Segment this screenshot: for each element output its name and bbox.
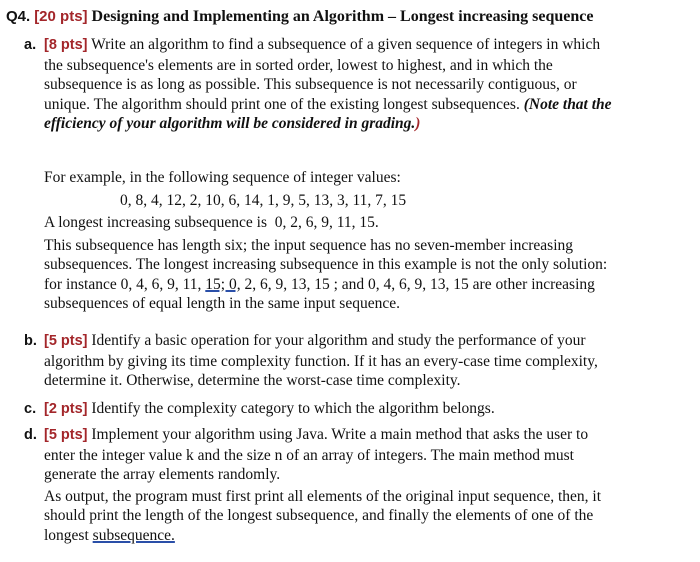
explanation-line-1: This subsequence has length six; the input sequence has no seven-member increasing bbox=[44, 236, 574, 254]
alternatives-line: for instance 0, 4, 6, 9, 11, 15; 0, 2, 6, 9, 13, 15 ; and 0, 4, 6, 9, 13, 15 are other increasing bbox=[44, 275, 595, 293]
item-a-line-4: unique. The algorithm should print one of the existing longest subsequences. (Note that the bbox=[44, 95, 612, 113]
item-b-body bbox=[44, 331, 682, 391]
item-b-line-3: determine it. Otherwise, determine the worst-case time complexity. bbox=[44, 372, 461, 389]
item-d-points: [5 pts] bbox=[44, 427, 88, 443]
explanation-line-2: subsequences. The longest increasing subsequence in this example is not the only solution: bbox=[44, 256, 608, 273]
item-d-line-3: generate the array elements randomly. bbox=[44, 466, 281, 483]
grading-note-end: efficiency of your algorithm will be considered in grading. bbox=[44, 115, 416, 132]
item-b-line-2: algorithm by giving its time complexity function. If it has an every-case time complexity, bbox=[44, 352, 598, 370]
grading-note-start: (Note that the bbox=[523, 95, 612, 113]
underlined-fragment: 15; 0, bbox=[205, 275, 241, 293]
item-d-line-2: enter the integer value k and the size n of an array of integers. The main method must bbox=[44, 446, 574, 464]
example-sequence: 0, 8, 4, 12, 2, 10, 6, 14, 1, 9, 5, 13, 3, 11, 7, 15 bbox=[120, 191, 407, 209]
question-number: Q4. bbox=[6, 8, 31, 25]
item-d-output-2: should print the length of the longest subsequence, and finally the elements of one of the bbox=[44, 507, 594, 524]
item-a-line-1: [8 pts] Write an algorithm to find a subsequence of a given sequence of integers in which bbox=[44, 36, 601, 53]
example-block bbox=[44, 168, 682, 314]
question-points: [20 pts] bbox=[34, 8, 88, 25]
item-b-line-1: [5 pts] Identify a basic operation for your algorithm and study the performance of your bbox=[44, 332, 586, 349]
item-d-body bbox=[44, 425, 682, 545]
item-d-label: d. bbox=[24, 427, 37, 443]
item-a-label: a. bbox=[24, 37, 37, 53]
item-a-points: [8 pts] bbox=[44, 37, 88, 53]
item-a-body bbox=[44, 35, 682, 134]
item-a-line-2: the subsequence's elements are in sorted order, lowest to highest, and in which the bbox=[44, 56, 553, 74]
item-a-line-5: efficiency of your algorithm will be considered in grading.) bbox=[44, 115, 421, 132]
item-b-points: [5 pts] bbox=[44, 333, 88, 349]
example-intro: For example, in the following sequence of integer values: bbox=[44, 169, 401, 186]
item-d-line-1: [5 pts] Implement your algorithm using Java. Write a main method that asks the user to bbox=[44, 426, 589, 443]
underlined-subsequence: subsequence. bbox=[92, 526, 175, 544]
item-d-output-1: As output, the program must first print all elements of the original input sequence, then, it bbox=[44, 487, 602, 505]
longest-subsequence-value: 0, 2, 6, 9, 11, 15. bbox=[274, 214, 379, 231]
item-a-line-3: subsequence is as long as possible. This subsequence is not necessarily contiguous, or bbox=[44, 76, 577, 93]
longest-subsequence-line: A longest increasing subsequence is 0, 2, 6, 9, 11, 15. bbox=[44, 214, 379, 231]
item-c-line-1: [2 pts] Identify the complexity category to which the algorithm belongs. bbox=[44, 400, 495, 417]
item-b-label: b. bbox=[24, 333, 37, 349]
item-c-body bbox=[44, 399, 682, 420]
question-title bbox=[6, 7, 594, 27]
question-heading: Designing and Implementing an Algorithm – Longest increasing sequence bbox=[91, 8, 594, 25]
alternatives-last-line: subsequences of equal length in the same input sequence. bbox=[44, 295, 400, 312]
item-c-points: [2 pts] bbox=[44, 401, 88, 417]
item-c-label: c. bbox=[24, 401, 37, 417]
item-d-output-3: longest subsequence. bbox=[44, 526, 175, 544]
